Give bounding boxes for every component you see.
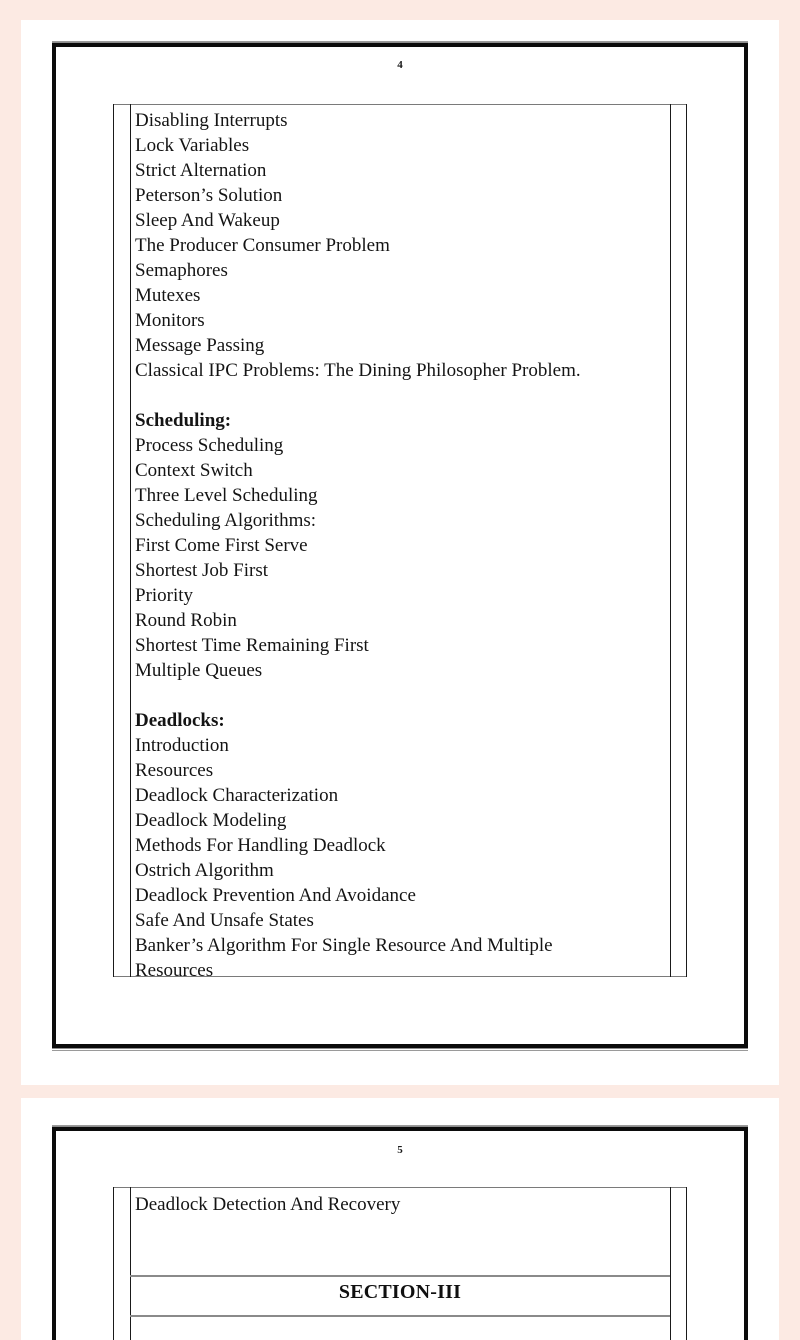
toc-line: Introduction [135, 735, 229, 756]
toc-line: Deadlock Modeling [135, 810, 287, 831]
toc-line: Lock Variables [135, 135, 250, 156]
page-2-frame [52, 1127, 748, 1340]
toc-line: Shortest Job First [135, 560, 269, 581]
toc-heading-scheduling: Scheduling: [135, 410, 232, 431]
toc-line: Sleep And Wakeup [135, 210, 280, 231]
toc-line: Shortest Time Remaining First [135, 635, 369, 656]
page-1-table-border-right [686, 104, 687, 977]
toc-line: Deadlock Prevention And Avoidance [135, 885, 416, 906]
page-2-table-border-left [113, 1187, 114, 1340]
page-2-table-border-top [113, 1187, 687, 1188]
page-2-toc-list [135, 1192, 665, 1217]
page-2-cell-divider-right [670, 1187, 671, 1340]
toc-line: Classical IPC Problems: The Dining Philosopher Problem. [135, 360, 581, 381]
toc-blank-line [135, 683, 665, 708]
page-2-cell-divider-left [130, 1187, 131, 1340]
toc-line: Three Level Scheduling [135, 485, 318, 506]
page-1-frame-hairline-top [52, 41, 748, 42]
toc-line: Mutexes [135, 285, 201, 306]
toc-line: Deadlock Characterization [135, 785, 339, 806]
page-2-row-rule-top [130, 1275, 670, 1277]
toc-line: Methods For Handling Deadlock [135, 835, 386, 856]
page-1-table-border-left [113, 104, 114, 977]
toc-line: The Producer Consumer Problem [135, 235, 390, 256]
toc-line: Process Scheduling [135, 435, 284, 456]
section-heading-iii: SECTION-III [338, 1281, 462, 1303]
toc-blank-line [135, 383, 665, 408]
toc-line: Round Robin [135, 610, 237, 631]
page-1-table-border-top [113, 104, 687, 105]
page-1-cell-divider-left [130, 104, 131, 977]
toc-line: Banker’s Algorithm For Single Resource And Multiple [135, 935, 553, 956]
toc-line: Strict Alternation [135, 160, 267, 181]
page-1-cell-divider-right [670, 104, 671, 977]
toc-line: Safe And Unsafe States [135, 910, 314, 931]
toc-line: Semaphores [135, 260, 228, 281]
toc-line: Disabling Interrupts [135, 110, 288, 131]
toc-line: Resources [135, 960, 214, 981]
toc-line: Deadlock Detection And Recovery [135, 1194, 401, 1215]
toc-line: Context Switch [135, 460, 253, 481]
page-2-row-rule-bottom [130, 1315, 670, 1317]
toc-line: Monitors [135, 310, 205, 331]
toc-line: Ostrich Algorithm [135, 860, 274, 881]
toc-line: Multiple Queues [135, 660, 263, 681]
page-2-frame-hairline-top [52, 1125, 748, 1126]
toc-heading-deadlocks: Deadlocks: [135, 710, 225, 731]
page-1-number: 4 [397, 59, 403, 71]
toc-line: Resources [135, 760, 214, 781]
toc-line: Peterson’s Solution [135, 185, 283, 206]
page-2-table-border-right [686, 1187, 687, 1340]
page-2-number: 5 [397, 1144, 403, 1156]
toc-line: Message Passing [135, 335, 265, 356]
page-1-frame-hairline-bottom [52, 1050, 748, 1051]
toc-line: Scheduling Algorithms: [135, 510, 317, 531]
page-1-toc-list [135, 108, 665, 983]
toc-line: Priority [135, 585, 194, 606]
toc-line: First Come First Serve [135, 535, 308, 556]
